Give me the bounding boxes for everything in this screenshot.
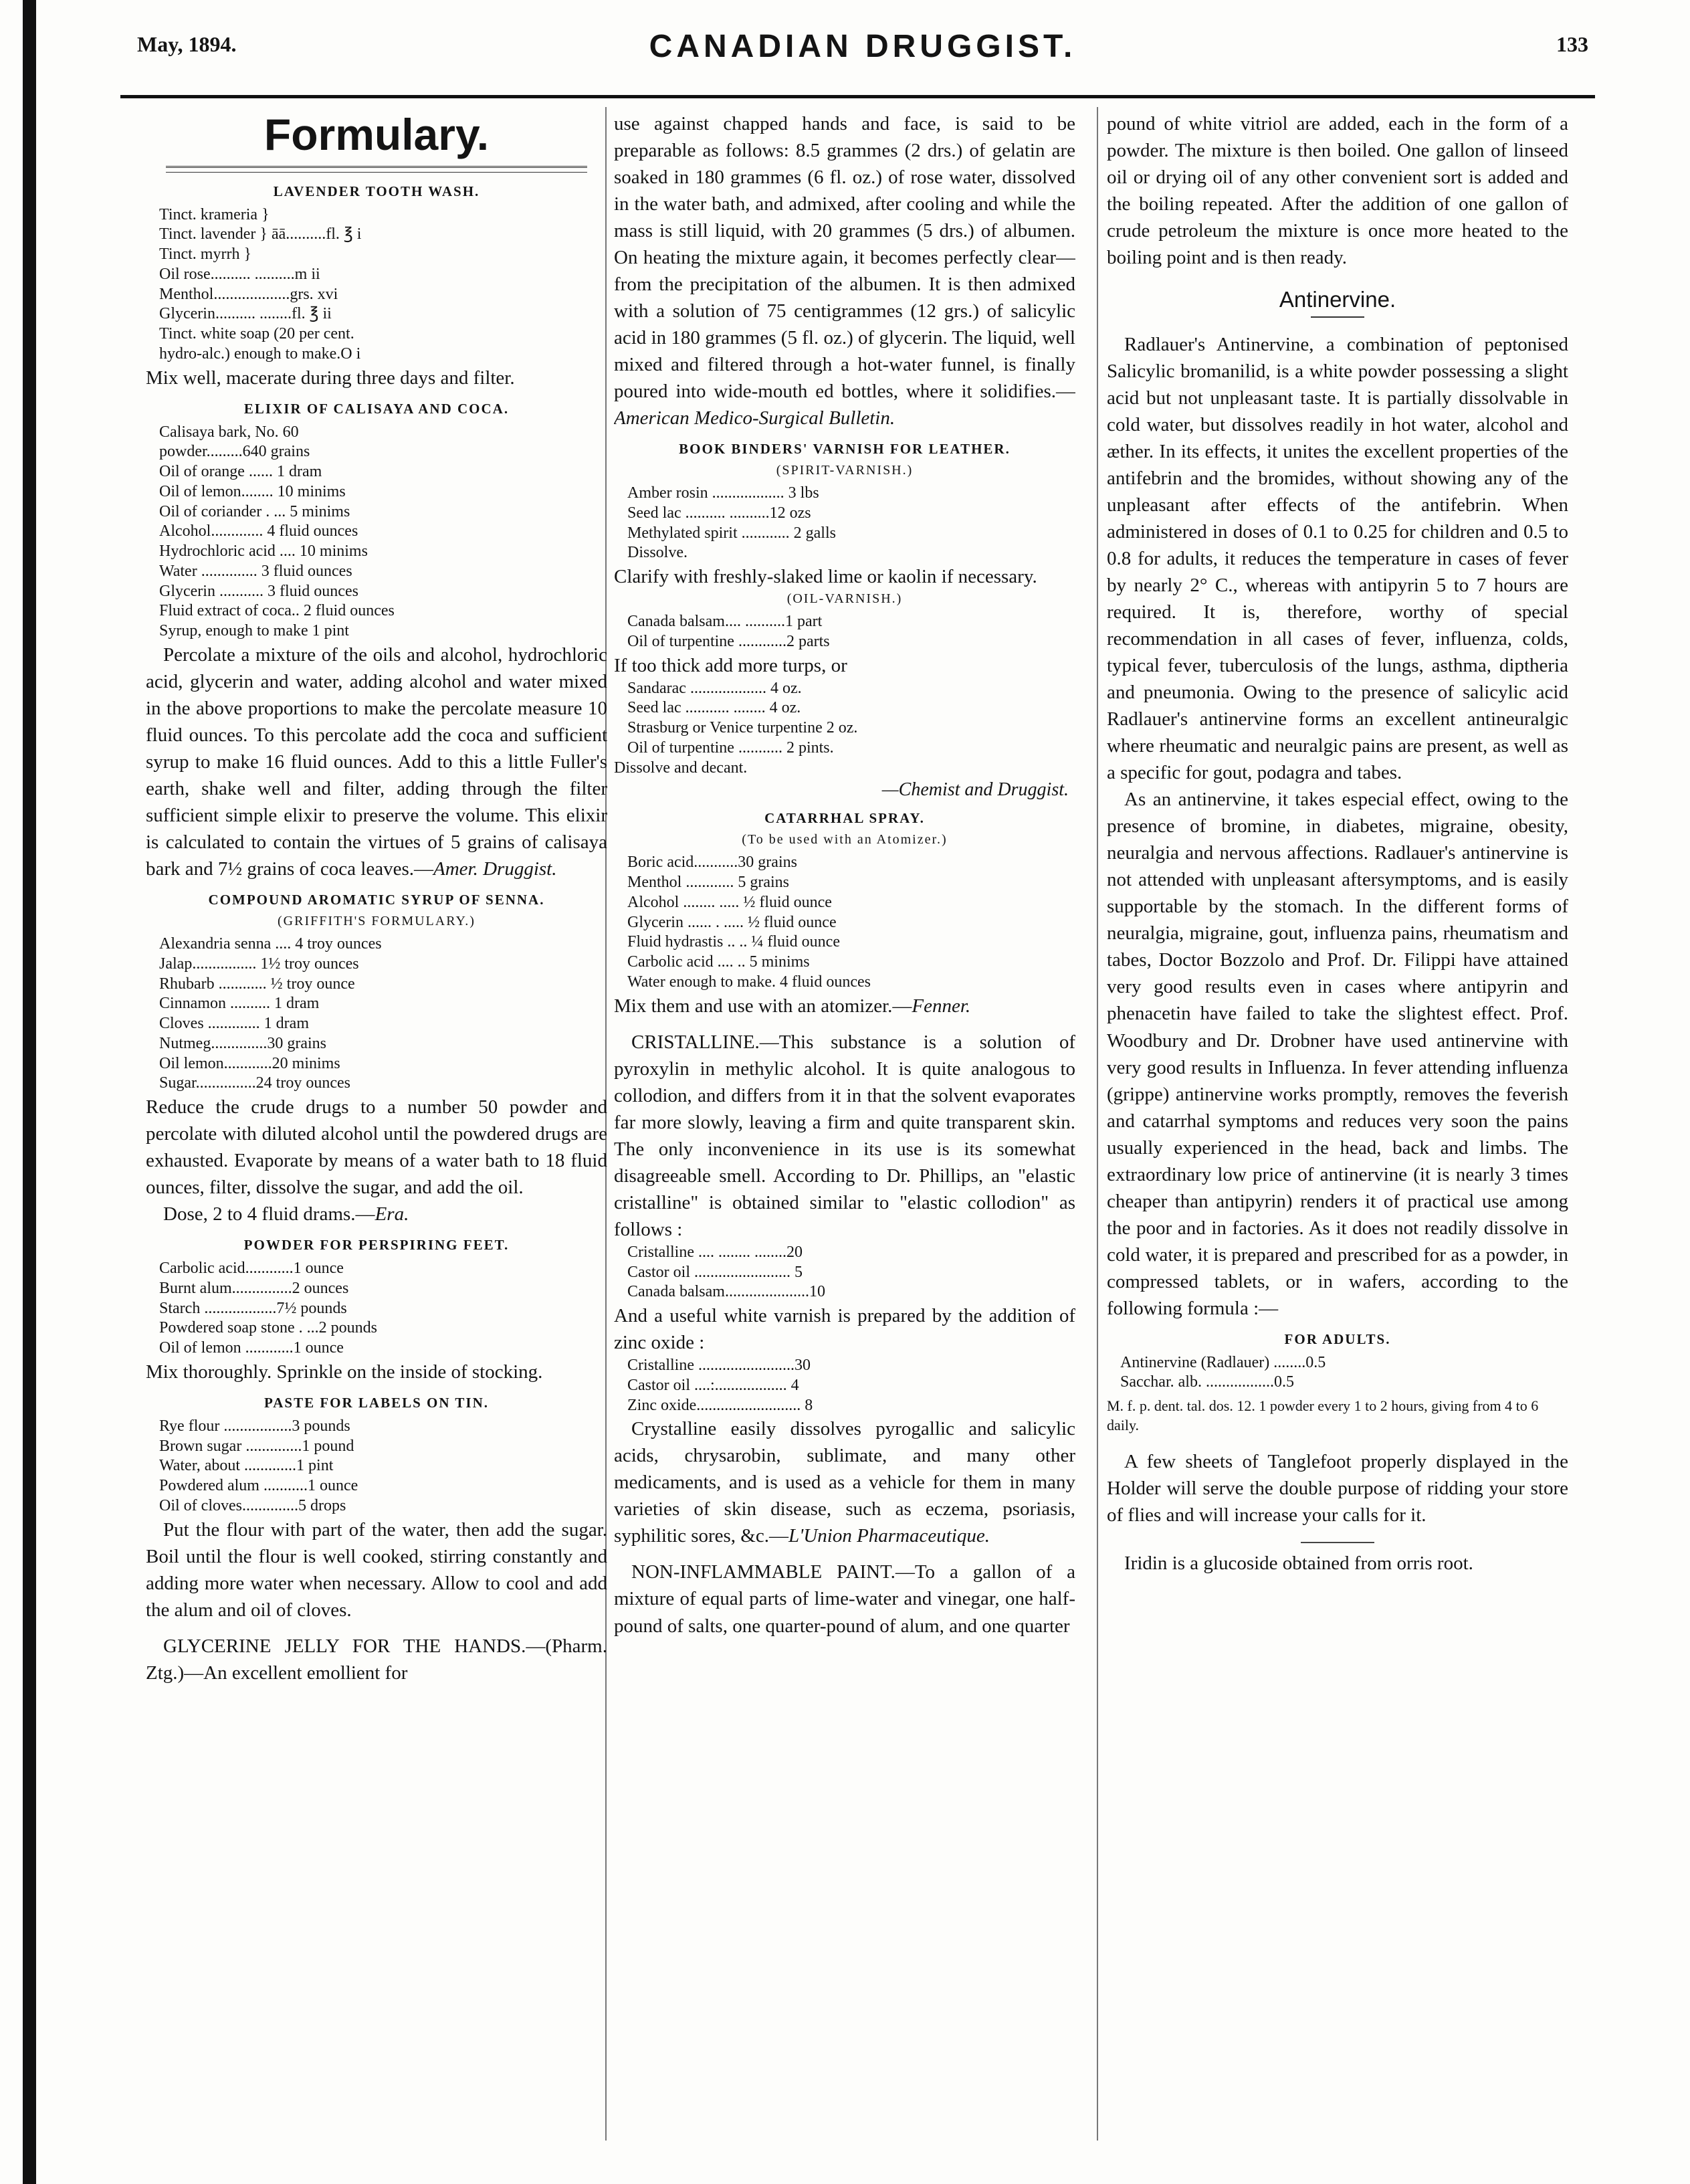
ingredient-line: Castor oil ....:.................. 4 (627, 1376, 799, 1394)
ingredient-line: Rye flour .................3 pounds (159, 1417, 350, 1435)
ingredient-list (627, 1356, 1075, 1415)
ingredient-line: Brown sugar ..............1 pound (159, 1437, 354, 1455)
page-header (137, 29, 1588, 79)
header-rule (120, 95, 1595, 98)
ingredient-list (1120, 1353, 1568, 1393)
ingredient-line: Syrup, enough to make 1 pint (159, 622, 349, 640)
recipe-text (614, 993, 1075, 1019)
ingredient-line: Tinct. lavender } āā..........fl. ℥ i (159, 225, 362, 243)
ingredient-line: Oil of turpentine ............2 parts (627, 632, 830, 650)
dose-text (146, 1201, 607, 1227)
instruction-line: Dissolve. (627, 544, 688, 562)
ingredient-list (159, 1259, 607, 1359)
ingredient-line: hydro-alc.) enough to make.O i (159, 344, 361, 363)
ingredient-line: Oil rose.......... ..........m ii (159, 265, 320, 283)
ingredient-line: Glycerin ...... . ..... ½ fluid ounce (627, 913, 837, 931)
recipe-heading-elixir: ELIXIR OF CALISAYA AND COCA. (243, 400, 510, 417)
column-divider (1097, 107, 1098, 2141)
ingredient-line: Powdered soap stone . ...2 pounds (159, 1319, 377, 1337)
ingredient-line: Amber rosin .................. 3 lbs (627, 484, 819, 502)
iridin-text: Iridin is a glucoside obtained from orris root. (1124, 1553, 1473, 1575)
antinervine-paragraph-2: As an antinervine, it takes especial effect, owing to the presence of bromine, in diabetes, migraine, obesity, neuralgia and nervous affections. Radlauer's antinervine is not attended with unpleasant aftersymptoms, and is easily supportable by the stomach. In the different forms of neuralgia, migraine, gout, influenza pains, rheumatism and tabes, Doctor Bozzolo and Prof. Dr. Filippi have attained very good results even in cases where antipyrin and phenacetin have failed to take the slightest effect. Prof. Woodbury and Dr. Drobner have used antinervine with very good results in Influenza. In fever attending influenza (grippe) antinervine works promptly, removes the feverish and catarrhal symptoms and reduces very soon the pains usually experienced in the head, back and limbs. The extraordinary low price of antinervine (it is nearly 3 times cheaper than antipyrin) renders it of practical use among the poor and in factories. As it does not readily dissolve in cold water, it is prepared and prescribed for as a powder, in compressed tablets, or in wafers, according to the following formula :— (1107, 789, 1568, 1319)
antinervine-paragraph-1: Radlauer's Antinervine, a combination of peptonised Salicylic bromanilid, is a white powder possessing a slight acid but not unpleasant taste. It is partially dissolvable in cold water, but dissolves readily in hot water, alcohol and æther. In its effects, it unites the excellent properties of the antifebrin and the bromides, without showing any of the unpleasant after effects of the antifebrin. When administered in doses of 0.1 to 0.25 for children and 0.5 to 0.8 for adults, it reduces the temperature in cases of fever by nearly 2° C., whereas with antipyrin 5 to 7 hours are required. It is, therefore, worthy of special recommendation in all cases of fever, influenza, colds, typical fever, tuberculosis of the lungs, asthma, diptheria and pneumonia. Owing to the presence of salicylic acid Radlauer's antinervine forms an excellent antineuralgic where rheumatic and neuralgic pains are present, as well as a specific for gout, podagra and tabes. (1107, 334, 1568, 784)
ingredient-line: Carbolic acid............1 ounce (159, 1260, 344, 1278)
source-citation: —Chemist and Druggist. (881, 779, 1069, 801)
recipe-text: Clarify with freshly-slaked lime or kaolin if necessary. (614, 566, 1037, 588)
paint-continued: pound of white vitriol are added, each in the form of a powder. The mixture is then boiled. One gallon of linseed oil or drying oil of any other convenient sort is added and the boiling repeated. After the addition of one gallon of crude petroleum the mixture is once more heated to the boiling point and is then ready. (1107, 113, 1568, 269)
recipe-heading-powder: POWDER FOR PERSPIRING FEET. (243, 1237, 510, 1254)
ingredient-line: Seed lac ........... ........ 4 oz. (627, 699, 801, 717)
separator-rule (1301, 1542, 1374, 1543)
source-citation: Fenner. (912, 995, 971, 1017)
recipe-text: If too thick add more turps, or (614, 654, 847, 676)
column-3 (1107, 110, 1568, 2144)
glycerine-jelly-continued (614, 110, 1075, 431)
ingredient-line: Zinc oxide.......................... 8 (627, 1396, 813, 1414)
ingredient-line: Canada balsam.... ..........1 part (627, 613, 823, 631)
ingredient-line: Strasburg or Venice turpentine 2 oz. (627, 719, 858, 737)
page-number: 133 (1556, 32, 1588, 56)
page-edge-shadow (23, 0, 36, 2184)
recipe-heading-varnish: BOOK BINDERS' VARNISH FOR LEATHER. (679, 441, 1011, 458)
ingredient-line: Menthol ............ 5 grains (627, 874, 789, 892)
ingredient-line: Rhubarb ............ ½ troy ounce (159, 975, 355, 993)
ingredient-line: powder.........640 grains (159, 443, 310, 461)
section-title: Formulary. (263, 110, 490, 159)
column-2 (614, 110, 1075, 2144)
ingredient-line: Sugar...............24 troy ounces (159, 1074, 350, 1092)
ingredient-list (159, 205, 607, 365)
recipe-text: Reduce the crude drugs to a number 50 powder and percolate with diluted alcohol until the powdered drugs are exhausted. Evaporate by means of a water bath to 18 fluid ounces, filter, dissolve the sugar, and add the oil. (146, 1096, 607, 1199)
journal-title: CANADIAN DRUGGIST. (649, 29, 1077, 64)
ingredient-line: Burnt alum...............2 ounces (159, 1279, 349, 1297)
cristalline-text: CRISTALLINE.—This substance is a solution of pyroxylin in methylic alcohol. It is quite analogous to collodion, and differs from it in that the solvent evaporates far more slowly, leaving a firm and quite transparent skin. The only inconvenience in its use is its somewhat disagreeable smell. According to Dr. Phillips, an "elastic cristalline" is obtained similar to "elastic collodion" as follows : (614, 1031, 1075, 1240)
instruction-line: Dissolve and decant. (614, 759, 748, 777)
recipe-heading-senna: COMPOUND AROMATIC SYRUP OF SENNA. (208, 892, 545, 908)
recipe-subheading: (To be used with an Atomizer.) (742, 832, 948, 848)
ingredient-list (159, 934, 607, 1094)
ingredient-line: Alexandria senna .... 4 troy ounces (159, 935, 382, 953)
source-citation: Era. (375, 1203, 409, 1225)
ingredient-list (627, 853, 1075, 992)
ingredient-line: Nutmeg..............30 grains (159, 1034, 326, 1052)
recipe-body: Mix them and use with an atomizer.— (614, 995, 912, 1017)
ingredient-list (627, 612, 1075, 652)
ingredient-line: Sacchar. alb. .................0.5 (1120, 1373, 1294, 1391)
ingredient-line: Cinnamon .......... 1 dram (159, 995, 320, 1013)
ingredient-line: Castor oil ........................ 5 (627, 1263, 803, 1281)
ingredient-line: Tinct. white soap (20 per cent. (159, 325, 354, 343)
recipe-subheading: (OIL-VARNISH.) (786, 591, 903, 607)
ingredient-line: Cloves ............. 1 dram (159, 1015, 309, 1032)
ingredient-line: Water enough to make. 4 fluid ounces (627, 973, 871, 991)
recipe-text: Put the flour with part of the water, then add the sugar. Boil until the flour is well cooked, stirring constantly and adding more water when necessary. Allow to cool and add the alum and oil of cloves. (146, 1518, 607, 1621)
source-citation: American Medico-Surgical Bulletin. (614, 407, 895, 429)
title-rule (166, 166, 587, 173)
ingredient-line: Starch ..................7½ pounds (159, 1299, 347, 1317)
recipe-text (614, 1415, 1075, 1549)
ingredient-list (159, 423, 607, 641)
recipe-subheading: (SPIRIT-VARNISH.) (776, 463, 914, 478)
tanglefoot-text: A few sheets of Tanglefoot properly displayed in the Holder will serve the double purpose of ridding your store of flies and will increase your calls for it. (1107, 1451, 1568, 1526)
recipe-heading-paste: PASTE FOR LABELS ON TIN. (263, 1394, 490, 1411)
ingredient-line: Alcohol ........ ..... ½ fluid ounce (627, 893, 832, 911)
ingredient-list (627, 484, 1075, 543)
ingredient-line: Cristalline .... ........ ........20 (627, 1243, 803, 1261)
ingredient-line: Oil lemon............20 minims (159, 1054, 340, 1072)
ingredient-line: Carbolic acid .... .. 5 minims (627, 953, 810, 971)
ingredient-line: Fluid extract of coca.. 2 fluid ounces (159, 602, 395, 620)
recipe-heading-catarrhal: CATARRHAL SPRAY. (764, 810, 925, 827)
ingredient-line: Canada balsam.....................10 (627, 1283, 825, 1301)
paint-text: NON-INFLAMMABLE PAINT.—To a gallon of a mixture of equal parts of lime-water and vinegar, one half-pound of salts, one quarter-pound of alum, and one quarter (614, 1561, 1075, 1637)
recipe-heading-lavender: LAVENDER TOOTH WASH. (273, 183, 480, 199)
recipe-text: And a useful white varnish is prepared by the addition of zinc oxide : (614, 1305, 1075, 1354)
ingredient-list (627, 679, 1075, 759)
source-citation: L'Union Pharmaceutique. (788, 1525, 990, 1547)
paragraph-body: use against chapped hands and face, is said to be preparable as follows: 8.5 grammes (2 drs.) of gelatin are soaked in 180 grammes (6 fl. oz.) of rose water, dissolved in the water bath, and admixed, after cooling and while the mass is still liquid, with 20 grammes (5 drs.) of albumen. On heating the mixture again, it becomes perfectly clear—from the precipitation of the albumen. It is then admixed with a solution of 75 centigrammes (12 grs.) of salicylic acid in 180 grammes (5 fl. oz.) of glycerin. The liquid, well mixed and filtered through a hot-water funnel, is finally poured into wide-mouth ed bottles, where it solidifies.— (614, 113, 1075, 403)
formula-heading: FOR ADULTS. (1284, 1330, 1391, 1347)
ingredient-line: Menthol...................grs. xvi (159, 285, 338, 303)
ingredient-line: Water .............. 3 fluid ounces (159, 562, 352, 580)
ingredient-line: Water, about .............1 pint (159, 1457, 334, 1475)
ingredient-line: Oil of cloves..............5 drops (159, 1496, 346, 1514)
recipe-text: Mix thoroughly. Sprinkle on the inside of stocking. (146, 1361, 543, 1383)
ingredient-line: Calisaya bark, No. 60 (159, 423, 299, 441)
ingredient-line: Oil of orange ...... 1 dram (159, 463, 322, 481)
source-citation: Amer. Druggist. (433, 858, 557, 880)
glycerine-jelly-text: GLYCERINE JELLY FOR THE HANDS.—(Pharm. Ztg.)—An excellent emollient for (146, 1635, 607, 1684)
ingredient-list (159, 1417, 607, 1516)
issue-date: May, 1894. (137, 32, 237, 56)
heading-rule (1311, 316, 1364, 318)
recipe-text: Mix well, macerate during three days and filter. (146, 367, 515, 389)
ingredient-line: Oil of lemon........ 10 minims (159, 482, 346, 500)
ingredient-line: Oil of turpentine ........... 2 pints. (627, 738, 834, 757)
ingredient-line: Hydrochloric acid .... 10 minims (159, 542, 368, 561)
ingredient-line: Glycerin.......... ........fl. ℥ ii (159, 305, 332, 323)
ingredient-line: Alcohol............. 4 fluid ounces (159, 522, 358, 540)
ingredient-line: Tinct. myrrh } (159, 245, 251, 264)
ingredient-line: Methylated spirit ............ 2 galls (627, 524, 836, 542)
column-1 (146, 110, 607, 2144)
ingredient-line: Glycerin ........... 3 fluid ounces (159, 582, 358, 600)
ingredient-line: Cristalline ........................30 (627, 1357, 811, 1375)
antinervine-heading: Antinervine. (1279, 287, 1396, 312)
recipe-text (146, 641, 607, 882)
ingredient-line: Tinct. krameria } (159, 205, 270, 223)
ingredient-line: Oil of lemon ............1 ounce (159, 1339, 344, 1357)
recipe-subheading: (GRIFFITH'S FORMULARY.) (278, 914, 476, 928)
ingredient-line: Boric acid...........30 grains (627, 854, 797, 872)
ingredient-line: Antinervine (Radlauer) ........0.5 (1120, 1353, 1326, 1371)
ingredient-line: Seed lac .......... ..........12 ozs (627, 504, 811, 522)
ingredient-line: Fluid hydrastis .. .. ¼ fluid ounce (627, 933, 840, 951)
ingredient-list (627, 1243, 1075, 1302)
recipe-body: Crystalline easily dissolves pyrogallic and salicylic acids, chrysarobin, sublimate, and many other medicaments, and is used as a vehicle for them in many varieties of skin disease, such as eczema, psoriasis, syphilitic sores, &c.— (614, 1418, 1075, 1547)
dose-body: Dose, 2 to 4 fluid drams.— (163, 1203, 375, 1225)
ingredient-line: Jalap................ 1½ troy ounces (159, 955, 359, 973)
ingredient-line: Oil of coriander . ... 5 minims (159, 502, 350, 520)
recipe-body: Percolate a mixture of the oils and alcohol, hydrochloric acid, glycerin and water, adding alcohol and water mixed in the above proportions to make the percolate measure 10 fluid ounces. To this percolate add the coca and sufficient syrup to make 16 fluid ounces. Add to this a little Fuller's earth, shake well and filter, adding through the filter sufficient simple elixir to preserve the volume. This elixir is calculated to contain the virtues of 5 grains of calisaya bark and 7½ grains of coca leaves.— (146, 643, 607, 880)
ingredient-line: Powdered alum ...........1 ounce (159, 1477, 358, 1495)
ingredient-line: Sandarac ................... 4 oz. (627, 679, 802, 697)
prescription-line: M. f. p. dent. tal. dos. 12. 1 powder every 1 to 2 hours, giving from 4 to 6 daily. (1107, 1397, 1539, 1433)
